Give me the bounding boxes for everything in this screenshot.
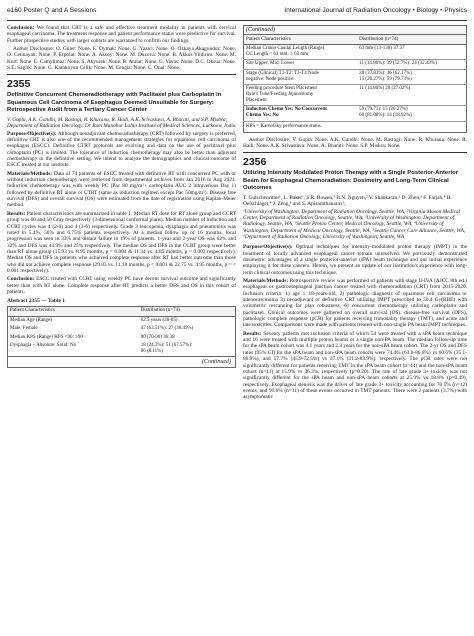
abstract-number: 2356 — [243, 156, 267, 169]
table-header-cell: Patient Characteristics — [8, 307, 139, 316]
table-row: Male: Female 47 (63.51%): 27 (36.49%) — [10, 326, 194, 332]
results-paragraph: Results: Patient characteristics are summarized in table 1. Median RT dose for RT alone group and CCRT group was 60 and 50 Gray respectively (3-dimensional conformal plans). Median number of induction and CCRT cycles was 4 (2-6) and 4 (3-6) respectively. Grade 3 leucopenia, dysphagia and pneumonitis was noted in 5.4%, 56% and 6.75% patients respectively. At a median follow up of 16 months, local progression was seen in 33% and distant failure in 19% of patients. 1-year and 2-year OS was 62% and 32% and DFS was 43.9% and 25% respectively. The median OS and DFS in the CCRT group were better than RT alone group (15.93 vs. 8.95 months, p = 0.004 & 11.34 vs. 4.85 months, p = 0.003 respectively). Median OS and DFS in patients who achieved complete response after RT had better outcome than those who did not achieve complete response (29.83 vs. 11.18 months, p < 0.001 & 22.75 vs. 4.95 months, p = < 0.001 respectively). — [7, 210, 236, 274]
purpose-paragraph: Purpose/Objective(s): Although neoadjuvant chemoradiotherapy (CRT) followed by surgery is preferred, definitive CRT is also one of the recommended management strategies for squamous cell carcinoma of esophagus (ESCC). Definitive CTRT protocols are evolving and data on the use of paclitaxel plus carboplatin (PC) is limited. The tolerance of induction chemotherapy may also be better than adjuvant chemotherapy in the definitive setting. We intend to analyze the demographics and clinical outcome of ESCC treated at our institute. — [7, 130, 236, 169]
table-row: Median Cranio Caudal Length (Range) CC Length < 63 mm: ≥ 63 mm 63 mm (13-130) 37:37 — [246, 45, 405, 57]
conclusion-paragraph: Conclusion: We found that CRT is a safe and effective treatment modality in patients with cervical esophageal carcinoma. The treatment response and patient performance status were predictive for survival. Further prospective studies with larger cohorts are warranted to confirm our findings. — [7, 25, 236, 44]
purpose-paragraph: Purpose/Objective(s): Optimal techniques for intensity-modulated proton therapy (IMPT) in the treatment of locally advanced esophageal cancer remain unresolved. We previously demonstrated dosimetric advantages of a single posterior-anterior (sPA) beam technique and our initial experience employing it for these cancers. Herein, we present an update of our institution's experience with long-term clinical outcomes using this technique. — [243, 244, 467, 276]
table-continued-header: (Continued) — [244, 26, 467, 35]
table-header-row — [8, 307, 236, 316]
methods-paragraph: Materials/Methods: Data of 74 patients of ESCC treated with definitive RT with concurrent PC with or without induction chemotherapy were retrieved from departmental archives from Jan 2016 to Aug 2021. Induction chemotherapy was with weekly PC (Pac 80 mg/m²+ carboplatin AUC 2 intravenous Day 1) followed by definitive RT alone or CTRT (same as induction regimen except Pac 50mg/m²). Disease free survival (DFS) and overall survival (OS) were estimated from the date of registration using Kaplan-Meier method. — [7, 170, 236, 209]
header-rule — [7, 20, 467, 21]
running-header — [7, 7, 467, 19]
table-row: Induction Chemo Yes: No Concurrent Chemo Yes: No 59 (79.73): 15 (20.27%) 60 (81.08%): 14 (18.92%) — [244, 106, 467, 121]
abstract-authors: V. Gupta, A.K. Gandhi, M. Rastogi, R. Khurana, R. Hadi, A.K. Srivastava, A. Bharati, and S.P. Mishra; Department of Radiation Oncology, Dr Ram Manohar Lohia Institute of Medical Sciences, Lucknow, India — [7, 117, 236, 130]
left-column — [7, 25, 236, 368]
table-header-cell: Patient Characteristics — [244, 35, 358, 44]
header-left: e160 Poster Q and A Sessions — [7, 7, 97, 14]
abstract-number: 2355 — [7, 78, 31, 91]
table-row: Feeding procedure Stent Placement Ryle's Tube/Feeding Jejunostomy Placement 11 (14.86%) 20 (27.02%) — [244, 84, 467, 105]
abstract-title: Definitive Concurrent Chemoradiotherapy with Paclitaxel plus Carboplatin in Squamous Cell Carcinoma of Esophagus Deemed Unsuitable for Surgery: Retrospective Audit from a Tertiary Cancer Center — [7, 92, 222, 113]
methods-paragraph: Materials/Methods: Retrospective review was performed of patients with stage II-IVA (AJCC 8th ed.) esophageal or gastroesophageal junction cancer treated with chemoradiation (CRT) from 2015-2020. Inclusion criteria: 1) age ≥ 18-years-old, 2) pathologic diagnosis of squamous cell carcinoma or adenocarcinoma 3) neoadjuvant or definitive CRT utilizing IMPT prescribed to 50.4 Gy(RBE) with volumetric rescanning for plan robustness, 6) concurrent chemotherapy utilizing carboplatin and paclitaxel. Clinical outcomes were gathered on overall survival (OS), disease-free survival (DFS), pathologic complete response (pCR) for patients receiving trimodality therapy (TMT), and acute and late toxicities. Comparisons were made with patients treated with non-single PA beam IMPT techniques. — [243, 278, 468, 329]
disclosure-paragraph: Author Disclosure: V. Gupta: None. A.K. Gandhi: None. M. Rastogi: None. R. Khurana: None. R. Hadi: None. A.K. Srivastava: None. A. Bharati: None. S.P. Mishra: None. — [243, 136, 467, 149]
results-paragraph: Results: Seventy patients met inclusion criteria of which 54 were treated with a sPA beam technique and 16 were treated with multiple proton beams or a single non-PA beam. The median follow-up time for the sPA beam cohort was 4.1 years and 2.3 years for the non-sPA beam cohort. The 2-yr OS and DFS rates (95% CI) for the sPA beam and non-sPA beam cohorts were 74.4% (63.8-86.8%) vs 60.6% (35.1-86.9%), and 57.7% (45.9-72.5%) vs 37.1% (31.2-83.9%), respectively. The pCR rates were not significantly different for patients receiving TMT in the sPA beam cohort (n=44) and the non-sPA beam cohort (n=11) at 15.9% vs 36.3%, respectively (p=0.20). The rate of late grade 3+ toxicity was not significantly different for the sPA beam and non-sPA beam cohorts at 25.9% vs 18.8% (p=0.49), respectively. Esophageal stenosis was the driver of late grade 3+ toxicity accounting for 70.5% (n=12) events, and 91.6% (n=11) of these events occurred in TMT patients. There were 2 patients (3.7%) with asymptomatic — [243, 330, 468, 401]
abstract-affiliations: ¹University of Washington, Department of Radiation Oncology, Seattle, WA, ²Virginia Mason Medical Center, Department of Radiation Oncology, Seattle, WA, ³University of Washington, Department of Radiology, Seattle, WA, ³Seattle Proton Center, Medical Oncology, Seattle, WA, ⁴University of Washington, Department of Medical Oncology, Seattle, WA, ⁵Seattle Cancer Care Alliance, Seattle, WA, ⁶Department of Radiation Oncology, University of Washington, Seattle, WA — [243, 208, 466, 240]
table-continued-label: (Continued) — [7, 357, 236, 368]
header-right: International Journal of Radiation Oncology • Biology • Physics — [284, 7, 467, 14]
table-header-cell: Distribution (n=74) — [139, 307, 236, 316]
table-header-cell: Distribution (n=74) — [357, 35, 466, 44]
conclusion2-paragraph: Conclusion: ESCC treated with CCRT using weekly PC have decent survival outcome and significantly better than with RT alone. Complete response after RT predicts a better DFS and OS in this cohort of patients. — [7, 276, 236, 295]
right-column — [243, 25, 467, 403]
table-row: Stage (Clinical) T1-T2: T3-T4 Node negative: Node positive 28 (37.83%): 46 (62.17%) 15 (20.27%): 59 (79.73%) — [244, 69, 467, 84]
table-header-row — [244, 35, 467, 44]
table-caption: Abstract 2355 — Table 1 — [7, 298, 66, 305]
abstract-authors: T. Gutschenritter¹, L. Baker¹, S.R. Bowen,¹ B.N. Nguyen,² V. Shankaran,³ D. Zhen,³ F. Farjah,⁴ B. Oelschlager,⁴ J. Zeng,¹ and S. Apisarnthanarax¹; — [243, 194, 452, 208]
abstract-divider — [7, 74, 236, 75]
table-row: Median Age (Range) 62.5 years (28-85) — [10, 317, 178, 323]
table-footnote-row: KPS = Karnofsky performance status. — [244, 121, 467, 132]
table-row: Dysphagia – Absolute: Solid: No 18 (24.3%): 51 (67.57%): 06 (8.11%) — [10, 342, 193, 354]
table-1 — [7, 306, 236, 357]
abstract-title: Utilizing Intensity Modulated Proton Therapy with a Single Posterior-Anterior Beam for Esophageal Chemoradiation: Dosimetry and Long-Term Clinical Outcomes — [243, 170, 459, 191]
table-row: Site Upper: Mid: Lower 11 (14.86%): 39 (52.7%): 24 (32.43%) — [244, 60, 467, 69]
table-row: Median KPS (Range) KPS <90: ≥90 90 (70-90) 36:38 — [10, 334, 175, 340]
disclosure-paragraph: Author Disclosure: O. Guler: None. E. Oymak: None. G. Yazici: None. O. Ozkaya Akagunduz: None. O. Cetinayak: None. P. Erpolat: None. A. Aksoy: None. M. Duzova: None. B. Akkus Yildirim: None. M. Kurt: None. E. Camyilmaz: None. S. Akyurek: None. B. Atalar: None. G. Yavas: None. D.C. Oksuz: None. S.E. Saglık: None. G. Karakoyun Celik: None. M. Cengiz: None. C. Onal: None. — [7, 46, 237, 72]
table-1-continued — [243, 25, 467, 133]
abstract-divider — [243, 152, 467, 153]
